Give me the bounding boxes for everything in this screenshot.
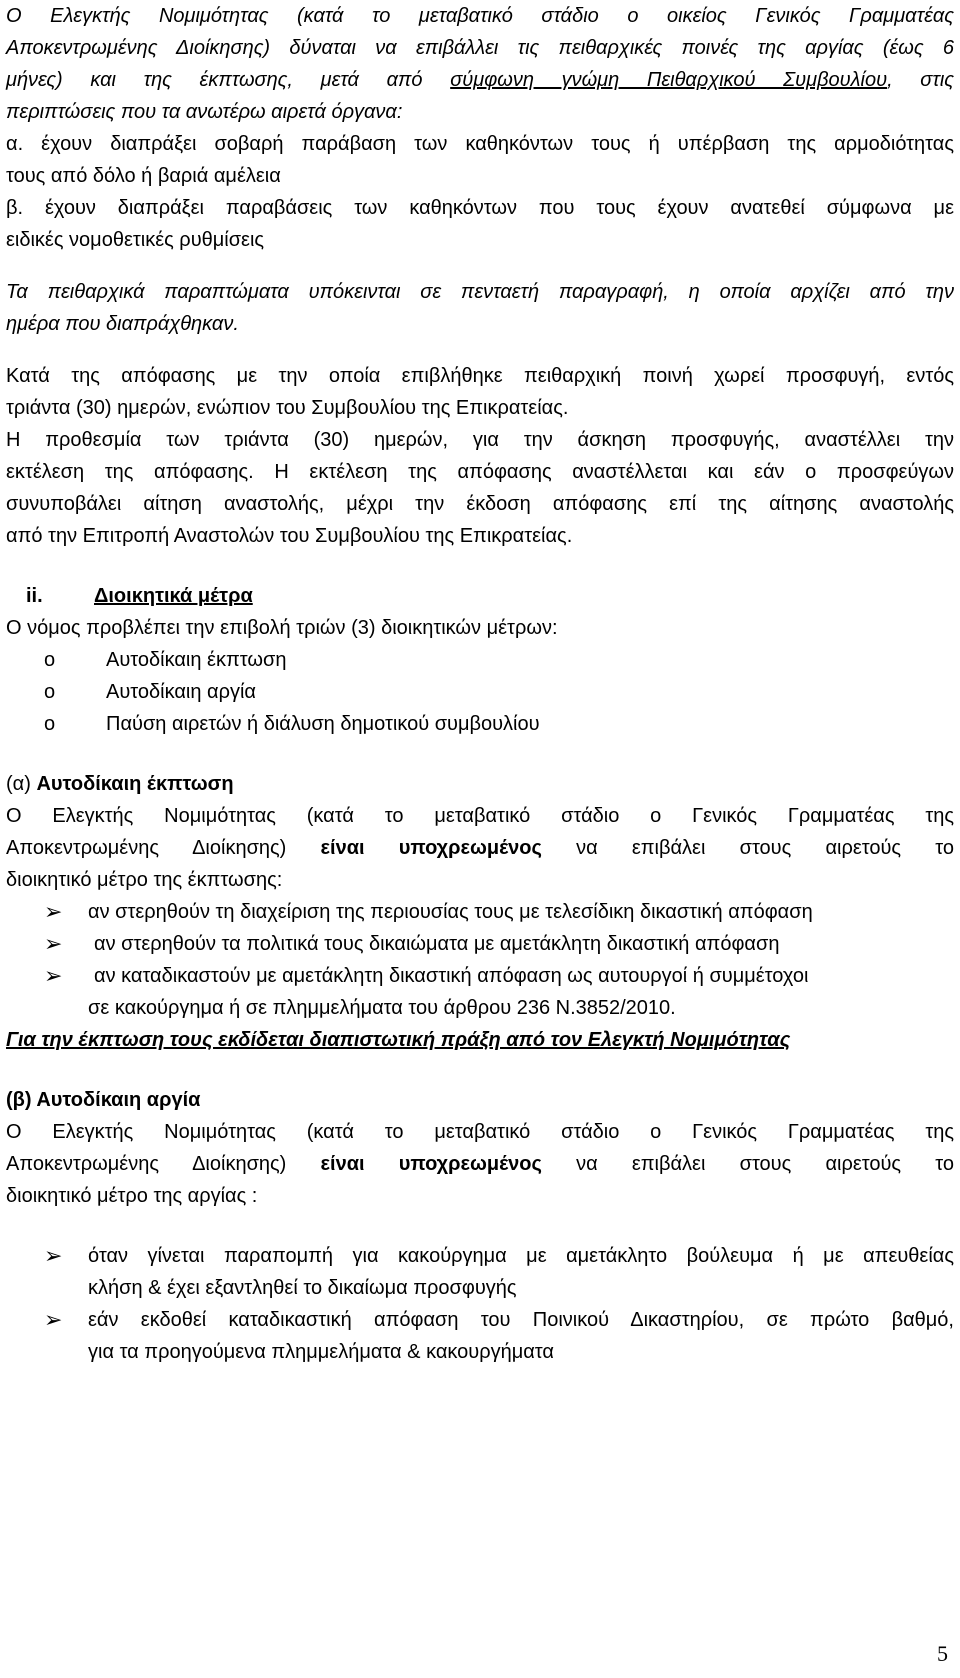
- list-item-continuation: σε κακούργημα ή σε πλημμελήματα του άρθρου 236 Ν.3852/2010.: [88, 997, 676, 1019]
- subsection-prefix: (α): [6, 773, 37, 795]
- subsection-title: Αυτοδίκαιη έκπτωση: [36, 773, 234, 795]
- emphasis-note: Για την έκπτωση τους εκδίδεται διαπιστωτική πράξη από τον Ελεγκτή Νομιμότητας: [6, 1029, 791, 1051]
- bold-phrase: είναι υποχρεωμένος: [320, 1153, 542, 1175]
- arrow-bullet-icon: ➢: [44, 899, 63, 924]
- section-intro: Ο νόμος προβλέπει την επιβολή τριών (3) διοικητικών μέτρων:: [6, 617, 558, 639]
- paragraph-line: Η προθεσμία των τριάντα (30) ημερών, για την άσκηση προσφυγής, αναστέλλει την: [6, 429, 954, 451]
- paragraph-line: περιπτώσεις που τα ανωτέρω αιρετά όργανα:: [6, 101, 403, 123]
- underlined-phrase: σύμφωνη γνώμη Πειθαρχικού Συμβουλίου: [450, 69, 888, 91]
- paragraph-line: Αποκεντρωμένης Διοίκησης) δύναται να επιβάλλει τις πειθαρχικές ποινές της αργίας (έως 6: [6, 37, 954, 59]
- paragraph-line: τους από δόλο ή βαριά αμέλεια: [6, 165, 281, 187]
- text-segment: Αποκεντρωμένης Διοίκησης): [6, 1153, 321, 1175]
- list-item-text: αν στερηθούν τη διαχείριση της περιουσίας τους με τελεσίδικη δικαστική απόφαση: [88, 901, 813, 923]
- list-item-continuation: κλήση & έχει εξαντληθεί το δικαίωμα προσφυγής: [88, 1277, 517, 1299]
- arrow-bullet-icon: ➢: [44, 1307, 63, 1332]
- paragraph-line: Κατά της απόφασης με την οποία επιβλήθηκε πειθαρχική ποινή χωρεί προσφυγή, εντός: [6, 365, 954, 387]
- paragraph-line: διοικητικό μέτρο της έκπτωσης:: [6, 869, 283, 891]
- arrow-bullet-icon: ➢: [44, 963, 63, 988]
- arrow-bullet-icon: ➢: [44, 931, 63, 956]
- paragraph-line: ειδικές νομοθετικές ρυθμίσεις: [6, 229, 265, 251]
- subsection-heading: [6, 768, 954, 800]
- list-item-text: όταν γίνεται παραπομπή για κακούργημα με αμετάκλητο βούλευμα ή με απευθείας: [88, 1245, 954, 1267]
- text-segment: μήνες) και της έκπτωσης, μετά από: [6, 69, 451, 91]
- list-item-alpha: α. έχουν διαπράξει σοβαρή παράβαση των καθηκόντων τους ή υπέρβαση της αρμοδιότητας: [6, 133, 954, 155]
- paragraph-line: ημέρα που διαπράχθηκαν.: [6, 313, 239, 335]
- paragraph-line: [6, 1148, 954, 1180]
- paragraph-line: Ο Ελεγκτής Νομιμότητας (κατά το μεταβατικό στάδιο ο Γενικός Γραμματέας της: [6, 1121, 954, 1143]
- list-item-beta: β. έχουν διαπράξει παραβάσεις των καθηκόντων που τους έχουν ανατεθεί σύμφωνα με: [6, 197, 954, 219]
- text-segment: να επιβάλει στους αιρετούς το: [541, 1153, 954, 1175]
- paragraph-line: Τα πειθαρχικά παραπτώματα υπόκεινται σε πενταετή παραγραφή, η οποία αρχίζει από την: [6, 281, 954, 303]
- paragraph-line: τριάντα (30) ημερών, ενώπιον του Συμβουλίου της Επικρατείας.: [6, 397, 569, 419]
- text-segment: Αποκεντρωμένης Διοίκησης): [6, 837, 321, 859]
- list-item-text: αν καταδικαστούν με αμετάκλητη δικαστική απόφαση ως αυτουργοί ή συμμέτοχοι: [94, 965, 809, 987]
- text-segment: να επιβάλει στους αιρετούς το: [541, 837, 954, 859]
- paragraph-line: Ο Ελεγκτής Νομιμότητας (κατά το μεταβατικό στάδιο ο Γενικός Γραμματέας της: [6, 805, 954, 827]
- list-item-text: εάν εκδοθεί καταδικαστική απόφαση του Ποινικού Δικαστηρίου, σε πρώτο βαθμό,: [88, 1309, 954, 1331]
- bullet-marker: o: [44, 713, 56, 735]
- list-item-text: αν στερηθούν τα πολιτικά τους δικαιώματα με αμετάκλητη δικαστική απόφαση: [94, 933, 780, 955]
- list-item-continuation: για τα προηγούμενα πλημμελήματα & κακουργήματα: [88, 1341, 554, 1363]
- paragraph-line: από την Επιτροπή Αναστολών του Συμβουλίου της Επικρατείας.: [6, 525, 573, 547]
- section-number: ii.: [26, 585, 43, 607]
- bullet-marker: o: [44, 649, 56, 671]
- bullet-marker: o: [44, 681, 56, 703]
- list-item-text: Παύση αιρετών ή διάλυση δημοτικού συμβουλίου: [106, 713, 540, 735]
- page-number: 5: [937, 1641, 948, 1666]
- paragraph-line: διοικητικό μέτρο της αργίας :: [6, 1185, 258, 1207]
- subsection-title: (β) Αυτοδίκαιη αργία: [6, 1089, 201, 1111]
- paragraph-line: [6, 64, 954, 96]
- paragraph-line: εκτέλεση της απόφασης. Η εκτέλεση της απόφασης αναστέλλεται και εάν ο προσφεύγων: [6, 461, 954, 483]
- section-title: Διοικητικά μέτρα: [94, 585, 253, 607]
- paragraph-line: συνυποβάλει αίτηση αναστολής, μέχρι την έκδοση απόφασης επί της αίτησης αναστολής: [6, 493, 954, 515]
- paragraph-line: Ο Ελεγκτής Νομιμότητας (κατά το μεταβατικό στάδιο ο οικείος Γενικός Γραμματέας: [6, 5, 954, 27]
- text-segment: , στις: [887, 69, 954, 91]
- list-item-text: Αυτοδίκαιη έκπτωση: [106, 649, 287, 671]
- arrow-bullet-icon: ➢: [44, 1243, 63, 1268]
- list-item-text: Αυτοδίκαιη αργία: [106, 681, 256, 703]
- paragraph-line: [6, 832, 954, 864]
- bold-phrase: είναι υποχρεωμένος: [320, 837, 542, 859]
